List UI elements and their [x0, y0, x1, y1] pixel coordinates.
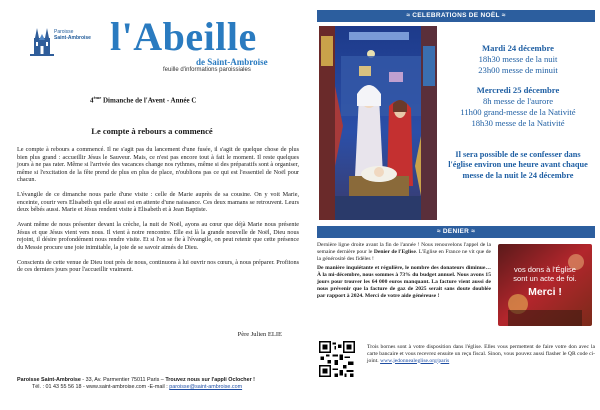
denier-intro: [317, 242, 491, 262]
qr-code-icon[interactable]: [319, 341, 355, 377]
right-page: [317, 0, 595, 410]
signature: Père Julien ELIE: [237, 331, 282, 338]
mass-day: Mercredi 25 décembre: [476, 85, 560, 96]
mass-time: 23h00 messe de minuit: [478, 64, 558, 75]
mass-time: 18h30 messe de la Nativité: [471, 117, 565, 128]
mass-time: 8h messe de l'aurore: [482, 96, 554, 107]
mass-time: 18h30 messe de la nuit: [478, 53, 558, 64]
edition-ordinal: 4: [90, 96, 94, 105]
denier-intro-bold: Denier de l'Eglise: [373, 248, 416, 255]
spacer: [443, 75, 593, 85]
denier-intro-end: . L'Eglise en France ne vit que de la générosité des fidèles !: [317, 248, 491, 262]
article-paragraph: Le compte à rebours a commencé. Il ne s'agit pas du lancement d'une fusée, il s'agit de quelque chose de plus bien plus grand : accueillir Jésus le Sauveur. Mais, ce n'est pas encore tout à fait le moment. Il reste quelques jours à ne pas rater. Même si l'arrivée des vacances change nos rythmes, même si des préparatifs sont à organiser, même si l'excitation de la fête prend de plus en plus de place, n'oublions pas ce qui est l'essentiel de Noël pour chacun.: [17, 146, 299, 183]
newsletter-subtitle: de Saint-Ambroise: [196, 57, 268, 67]
parish-small-label: Paroisse: [54, 29, 74, 35]
qr-description: Trois bornes sont à votre disposition dans l'église. Elles vous permettent de faire votre don avec la carte bancaire et vous recevrez ensuite un reçu fiscal. Sinon, vous pouvez aussi flasher le QR code ci-joint.: [367, 344, 595, 364]
denier-text: [317, 242, 491, 302]
footer-address: - 33, Av. Parmentier 75011 Paris –: [80, 377, 166, 383]
mass-day: Mardi 24 décembre: [482, 43, 554, 53]
newsletter-tagline: feuille d'informations paroissiales: [163, 67, 251, 73]
edition-ordinal-suffix: ème: [93, 95, 102, 100]
nativity-stained-glass-image: [319, 26, 437, 220]
newsletter-title: l'Abeille: [110, 14, 257, 59]
church-logo-icon: [30, 26, 54, 56]
article-body: [17, 146, 299, 281]
donation-image-line2: sont un acte de foi.: [513, 274, 577, 283]
celebrations-banner: ≈ CELEBRATIONS DE NOËL ≈: [317, 10, 595, 22]
article-paragraph: Avant même de nous présenter devant la crèche, la nuit de Noël, ayons au cœur que déjà Marie nous présente Jésus et que Jésus vient vers nous. Il vient à notre rencontre. Elle est là la grande nouvelle de Noël, Dieu nous rejoint, il désire profondément nous rendre visite. Et si l'on se fie à l'évangile, on peut retenir que cette présence du Messie procure une joie inimitable, la joie de se savoir aimés de Dieu.: [17, 221, 299, 251]
donation-image-line3: Merci !: [528, 286, 562, 298]
denier-banner: ≈ DENIER ≈: [317, 226, 595, 238]
qr-instructions: [367, 344, 595, 364]
donation-image-line1: vos dons à l'Église: [514, 265, 576, 274]
denier-intro-text: Dernière ligne droite avant la fin de l'année ! Nous renouvelons l'appel de la semaine dernière pour le: [317, 242, 491, 255]
edition-label: Dimanche de l'Avent - Année C: [101, 96, 197, 105]
footer-app-promo: Trouvez nous sur l'appli Oclocher !: [165, 377, 255, 383]
confession-notice: Il sera possible de se confesser dans l'église environ une heure avant chaque messe de la nuit le 24 décembre: [448, 150, 588, 180]
donation-link[interactable]: www.jedonnealeglise.org/paris: [380, 357, 450, 364]
footer: [17, 377, 299, 391]
footer-parish-name: Paroisse Saint-Ambroise: [17, 377, 81, 383]
footer-contact: Tél. : 01 43 55 56 18 - www.saint-ambroise.com -E-mail :: [32, 384, 170, 390]
mass-time: 11h00 grand-messe de la Nativité: [460, 106, 576, 117]
denier-appeal: De manière inquiétante et régulière, le nombre des donateurs diminue… À la mi-décembre, nous sommes à 73% du budget annuel. Nous avons 15 jours pour trouver les 64 000 euros manquant. La facture vient aussi de nous prévenir que la facture de gaz de 2025 serait sans doute doublée par rapport à 2024. Merci de votre aide généreuse !: [317, 265, 491, 299]
donation-image: [498, 244, 592, 326]
parish-tag: [54, 29, 91, 41]
edition-line: [90, 95, 196, 104]
parish-name-label: Saint-Ambroise: [54, 35, 91, 41]
article-paragraph: Conscients de cette venue de Dieu tout près de nous, continuons à lui ouvrir nos cœurs, à nous préparer. Profitons de ces derniers jours pour l'accueillir vraiment.: [17, 258, 299, 273]
article-title: Le compte à rebours a commencé: [91, 126, 213, 136]
article-paragraph: L'évangile de ce dimanche nous parle d'une visite : celle de Marie auprès de sa cousine. On y voit Marie, enceinte, courir vers Elisabeth qui elle aussi est en attente d'une naissance. Ces deux mamans se retrouvent. Leurs deux bébés aussi. Marie et Jésus rendent visite à Elisabeth et à Jean Baptiste.: [17, 191, 299, 213]
footer-email-link[interactable]: paroisse@saint-ambroise.com: [169, 384, 243, 390]
mass-schedule: [443, 43, 593, 129]
